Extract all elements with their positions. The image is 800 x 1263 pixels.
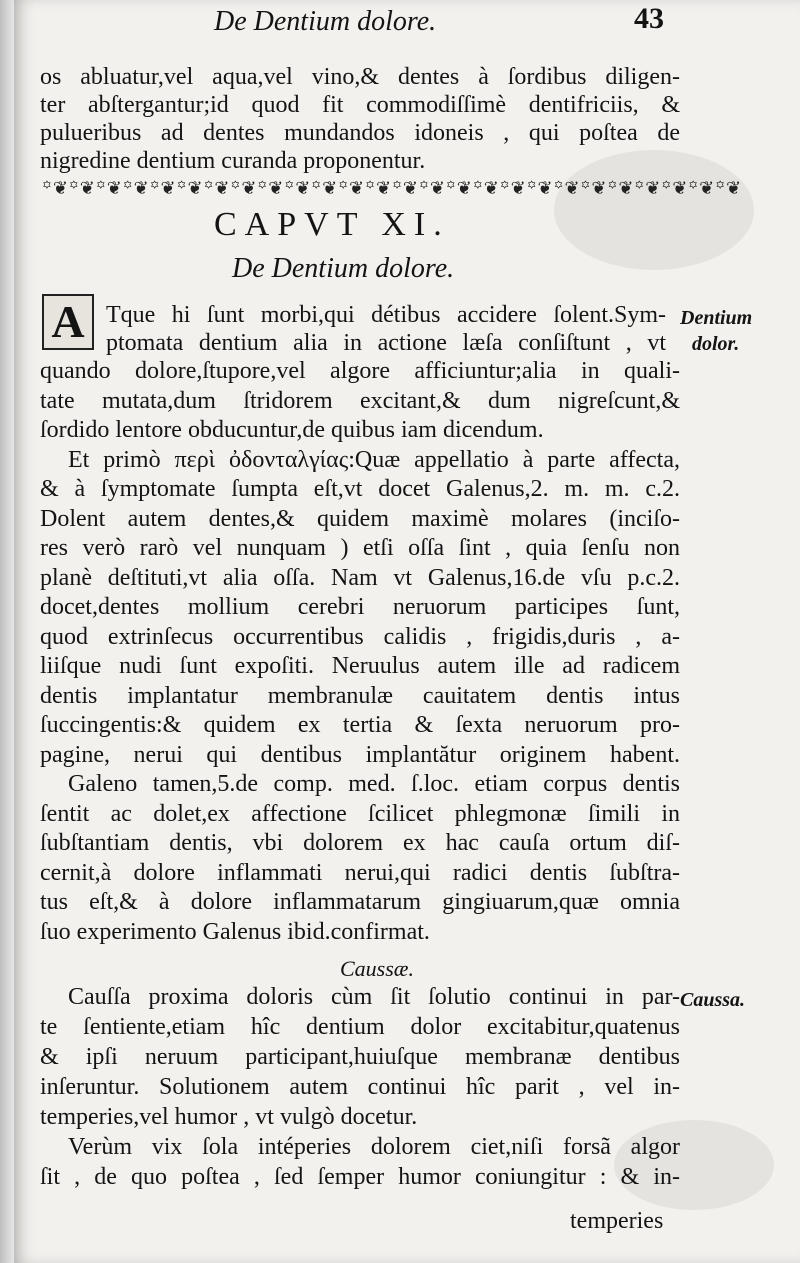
book-page — [14, 0, 800, 1263]
catchword: temperies — [570, 1208, 664, 1234]
text-line: ptomata dentium alia in actione læſa conſiſtunt , vt — [106, 330, 666, 356]
text-line: planè deſtituti,vt alia oſſa. Nam vt Galenus,16.de vſu p.c.2. — [40, 564, 680, 591]
page-number: 43 — [634, 2, 664, 35]
text-line: os abluatur,vel aqua,vel vino,& dentes à ſordibus diligen- — [40, 64, 680, 90]
text-line: Verùm vix ſola intéperies dolorem ciet,niſi forsã algor — [68, 1134, 680, 1160]
text-line: nigredine dentium curanda proponentur. — [40, 148, 426, 174]
text-line: ter abſtergantur;id quod fit commodiſſimè dentifriciis, & — [40, 92, 680, 118]
text-line: ſordido lentore obducuntur,de quibus iam dicendum. — [40, 417, 544, 443]
text-line: cernit,à dolore inflammati nerui,qui radici dentis ſubſtra- — [40, 859, 680, 886]
text-line: dentis implantatur membranulæ cauitatem dentis intus — [40, 682, 680, 709]
text-line: ſubſtantiam dentis, vbi dolorem ex hac cauſa ortum diſ- — [40, 830, 680, 856]
text-line: tus eſt,& à dolore inflammatarum gingiuarum,quæ omnia — [40, 889, 680, 915]
text-line: pagine, nerui qui dentibus implantătur originem habent. — [40, 741, 680, 768]
text-line: Galeno tamen,5.de comp. med. ſ.loc. etiam corpus dentis — [68, 771, 680, 797]
text-line: ſuccingentis:& quidem ex tertia & ſexta neruorum pro- — [40, 712, 680, 738]
chapter-title: CAPVT XI. — [214, 206, 450, 243]
margin-note-dentium: Dentium — [680, 307, 753, 329]
running-head: De Dentium dolore. — [214, 6, 437, 37]
chapter-subtitle: De Dentium dolore. — [232, 253, 455, 284]
text-line: ſentit ac dolet,ex affectione ſcilicet phlegmonæ ſimili in — [40, 800, 680, 827]
text-line: & à ſymptomate ſumpta eſt,vt docet Galenus,2. m. m. c.2. — [40, 476, 680, 502]
text-line: liiſque nudi ſunt expoſiti. Neruulus autem ille ad radicem — [40, 653, 680, 679]
section-heading: Caussæ. — [340, 956, 414, 981]
decorated-initial: A — [42, 294, 94, 350]
margin-note-dolor: dolor. — [692, 333, 740, 355]
text-line: Dolent autem dentes,& quidem maximè molares (inciſo- — [40, 505, 680, 532]
text-line: Tque hi ſunt morbi,qui détibus accidere ſolent.Sym- — [106, 302, 666, 328]
text-line: Et primò περὶ ὀδονταλγίας:Quæ appellatio à parte affecta, — [68, 446, 680, 473]
ornamental-divider: ꙳❦꙳❦꙳❦꙳❦꙳❦꙳❦꙳❦꙳❦꙳❦꙳❦꙳❦꙳❦꙳❦꙳❦꙳❦꙳❦꙳❦꙳❦꙳❦꙳❦꙳❦꙳❦꙳❦꙳❦꙳❦꙳❦ — [42, 178, 743, 199]
text-line: ſit , de quo poſtea , ſed ſemper humor coniungitur : & in- — [40, 1164, 680, 1190]
text-line: quod extrinſecus occurrentibus calidis , frigidis,duris , a- — [40, 623, 680, 650]
text-line: Cauſſa proxima doloris cùm ſit ſolutio continui in par- — [68, 984, 680, 1010]
text-line: ſuo experimento Galenus ibid.confirmat. — [40, 918, 430, 945]
text-line: quando dolore,ſtupore,vel algore afficiuntur;alia in quali- — [40, 358, 680, 384]
text-line: & ipſi neruum participant,huiuſque membranæ dentibus — [40, 1044, 680, 1070]
margin-note-caussa: Caussa. — [680, 989, 746, 1011]
text-line: inſeruntur. Solutionem autem continui hîc parit , vel in- — [40, 1074, 680, 1100]
page-gutter — [0, 0, 14, 1263]
text-line: docet,dentes mollium cerebri neruorum participes ſunt, — [40, 594, 680, 620]
text-line: te ſentiente,etiam hîc dentium dolor excitabitur,quatenus — [40, 1014, 680, 1040]
text-line: temperies,vel humor , vt vulgò docetur. — [40, 1104, 418, 1130]
text-line: res verò rarò vel nunquam ) etſi oſſa ſint , quia ſenſu non — [40, 535, 680, 561]
text-line: tate mutata,dum ſtridorem excitant,& dum nigreſcunt,& — [40, 387, 680, 414]
text-line: pulueribus ad dentes mundandos idoneis , qui poſtea de — [40, 120, 680, 146]
